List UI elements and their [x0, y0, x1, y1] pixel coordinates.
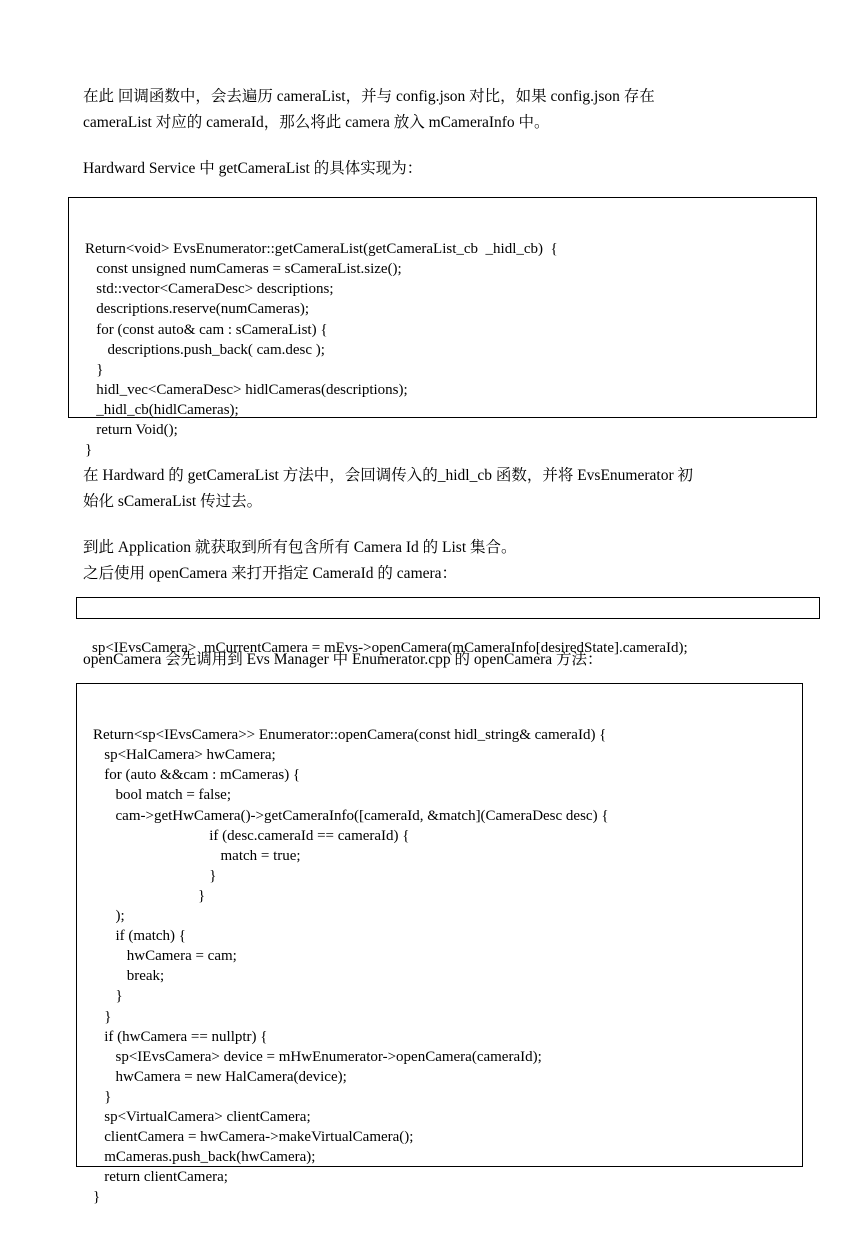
- paragraph-line: openCamera 会先调用到 Evs Manager 中 Enumerator.cpp 的 openCamera 方法：: [83, 651, 603, 668]
- code-lines: [93, 725, 802, 1207]
- code-line: }: [93, 1088, 112, 1105]
- code-line: hwCamera = new HalCamera(device);: [93, 1068, 347, 1085]
- code-line: const unsigned numCameras = sCameraList.size();: [85, 261, 402, 278]
- code-line: _hidl_cb(hidlCameras);: [85, 401, 239, 418]
- paragraph-line: 在 Hardward 的 getCameraList 方法中，会回调传入的_hidl_cb 函数，并将 EvsEnumerator 初: [83, 467, 693, 484]
- code-line: hwCamera = cam;: [93, 948, 237, 965]
- code-block-enumerator-open-camera: [76, 683, 803, 1206]
- code-line: if (match) {: [93, 928, 187, 945]
- code-line: match = true;: [93, 847, 301, 864]
- code-line: bool match = false;: [93, 787, 232, 804]
- code-line: break;: [93, 968, 165, 985]
- code-line: descriptions.reserve(numCameras);: [85, 301, 310, 318]
- code-line: hidl_vec<CameraDesc> hidlCameras(descriptions);: [85, 381, 408, 398]
- paragraph-line: 到此 Application 就获取到所有包含所有 Camera Id 的 List 集合。: [83, 539, 517, 556]
- code-line: }: [93, 988, 123, 1005]
- paragraph-hardware-callback: [83, 463, 803, 515]
- code-line: }: [85, 442, 93, 459]
- code-line: }: [93, 867, 217, 884]
- code-line: Return<sp<IEvsCamera>> Enumerator::openCamera(const hidl_string& cameraId) {: [93, 727, 607, 744]
- code-line: }: [93, 1189, 101, 1206]
- paragraph-line: Hardward Service 中 getCameraList 的具体实现为：: [83, 160, 423, 177]
- paragraph-line: cameraList 对应的 cameraId，那么将此 camera 放入 mCameraInfo 中。: [83, 114, 550, 131]
- code-line: }: [93, 1008, 112, 1025]
- code-line: if (hwCamera == nullptr) {: [93, 1028, 268, 1045]
- code-line: std::vector<CameraDesc> descriptions;: [85, 281, 334, 298]
- code-line: clientCamera = hwCamera->makeVirtualCamera();: [93, 1129, 414, 1146]
- code-line: sp<VirtualCamera> clientCamera;: [93, 1108, 311, 1125]
- code-line: for (const auto& cam : sCameraList) {: [85, 321, 328, 338]
- code-block-get-camera-list: [68, 197, 817, 459]
- code-lines: [85, 239, 816, 460]
- code-line: return Void();: [85, 422, 178, 439]
- code-line: mCameras.push_back(hwCamera);: [93, 1149, 316, 1166]
- code-line: Return<void> EvsEnumerator::getCameraList(getCameraList_cb _hidl_cb) {: [85, 241, 558, 258]
- code-line: cam->getHwCamera()->getCameraInfo([cameraId, &match](CameraDesc desc) {: [93, 807, 609, 824]
- code-line: return clientCamera;: [93, 1169, 228, 1186]
- code-line: }: [93, 887, 206, 904]
- code-line: descriptions.push_back( cam.desc );: [85, 341, 325, 358]
- paragraph-enumerator-open-camera: [83, 647, 803, 673]
- paragraph-line: 在此 回调函数中，会去遍历 cameraList，并与 config.json 对比，如果 config.json 存在: [83, 88, 655, 105]
- paragraph-hardware-service-intro: [83, 156, 803, 182]
- paragraph-line: 始化 sCameraList 传过去。: [83, 493, 263, 510]
- code-line: );: [93, 908, 125, 925]
- paragraph-line: 之后使用 openCamera 来打开指定 CameraId 的 camera：: [83, 565, 458, 582]
- code-line: if (desc.cameraId == cameraId) {: [93, 827, 410, 844]
- code-block-open-camera-call: [76, 597, 820, 657]
- code-line: for (auto &&cam : mCameras) {: [93, 767, 301, 784]
- code-line: sp<IEvsCamera> device = mHwEnumerator->openCamera(cameraId);: [93, 1048, 542, 1065]
- code-line: }: [85, 361, 104, 378]
- paragraph-open-camera-intro: [83, 535, 803, 587]
- paragraph-camera-list-callback: [83, 84, 803, 136]
- code-line: sp<HalCamera> hwCamera;: [93, 747, 276, 764]
- code-line: sp<IEvsCamera> mCurrentCamera = mEvs->openCamera(mCameraInfo[desiredState].cameraId);: [92, 640, 688, 657]
